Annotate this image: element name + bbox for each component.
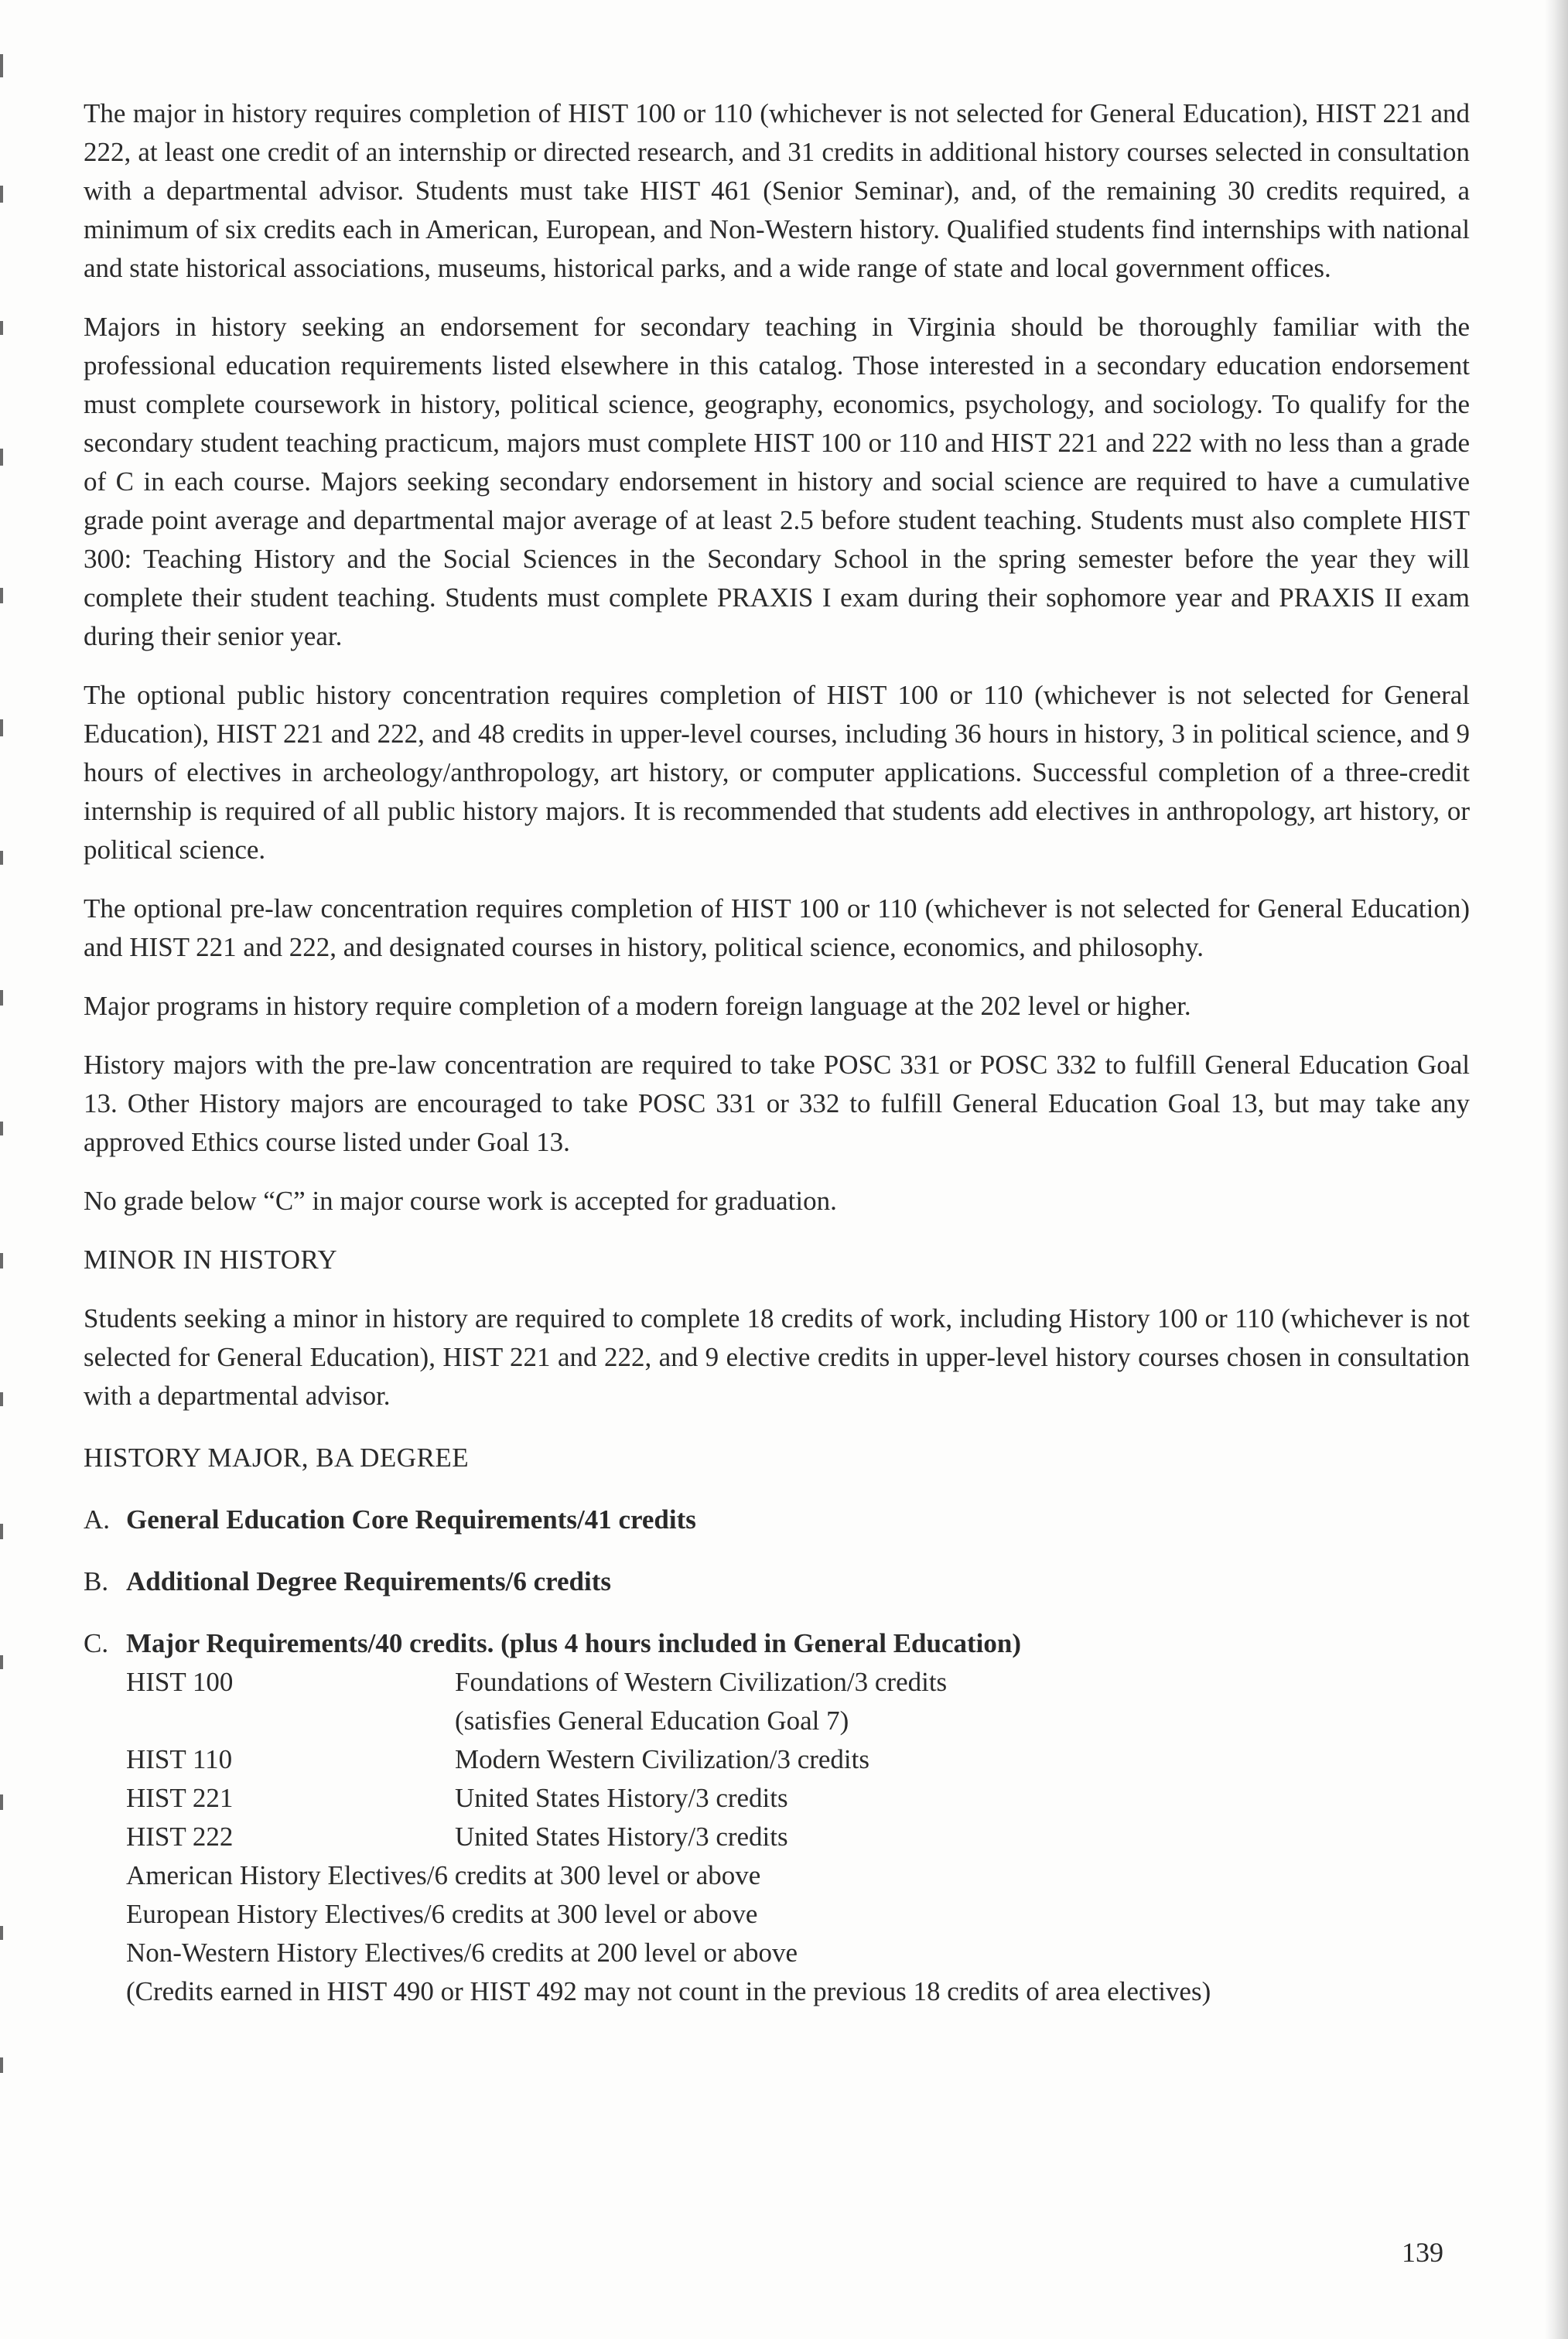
main-content xyxy=(84,94,1470,2011)
requirement-letter: B. xyxy=(84,1566,109,1596)
requirement-text: Additional Degree Requirements/6 credits xyxy=(126,1566,612,1596)
elective-line: American History Electives/6 credits at 300 level or above xyxy=(126,1860,761,1890)
course-title: United States History/3 credits xyxy=(455,1783,788,1813)
elective-line: European History Electives/6 credits at 300 level or above xyxy=(126,1899,758,1929)
requirement-text: General Education Core Requirements/41 credits xyxy=(126,1504,696,1535)
course-code: HIST 221 xyxy=(126,1783,234,1813)
margin-scan-marks xyxy=(0,0,6,2339)
requirement-text: Major Requirements/40 credits. (plus 4 hours included in General Education) xyxy=(126,1628,1021,1658)
paragraph-public-history: The optional public history concentration requires completion of HIST 100 or 110 (whichever is not selected for General Education), HIST 221 and 222, and 48 credits in upper-level courses, including 36 hours in history, 3 in political science, and 9 hours of electives in archeology/anthropology, art history, or computer applications. Successful completion of a three-credit internship is required of all public history majors. It is recommended that students add electives in anthropology, art history, or political science. xyxy=(84,680,1470,865)
course-title: Foundations of Western Civilization/3 credits xyxy=(455,1667,948,1697)
paragraph-grade-policy: No grade below “C” in major course work is accepted for graduation. xyxy=(84,1186,837,1216)
paragraph-secondary-endorsement: Majors in history seeking an endorsement for secondary teaching in Virginia should be thoroughly familiar with the professional education requirements listed elsewhere in this catalog. Those interested in a secondary education endorsement must complete coursework in history, political science, geography, economics, psychology, and sociology. To qualify for the secondary student teaching practicum, majors must complete HIST 100 or 110 and HIST 221 and 222 with no less than a grade of C in each course. Majors seeking secondary endorsement in history and social science are required to have a cumulative grade point average and departmental major average of at least 2.5 before student teaching. Students must also complete HIST 300: Teaching History and the Social Sciences in the Secondary School in the spring semester before the year they will complete their student teaching. Students must complete PRAXIS I exam during their sophomore year and PRAXIS II exam during their senior year. xyxy=(84,312,1470,651)
course-row xyxy=(126,1818,1470,1856)
requirement-letter: A. xyxy=(84,1504,111,1535)
elective-line: (Credits earned in HIST 490 or HIST 492 may not count in the previous 18 credits of area electives) xyxy=(126,1976,1211,2006)
course-code: HIST 222 xyxy=(126,1822,234,1852)
course-code: HIST 110 xyxy=(126,1744,233,1774)
requirement-a xyxy=(84,1501,1470,1539)
minor-heading: MINOR IN HISTORY xyxy=(84,1245,338,1275)
paragraph-foreign-language: Major programs in history require completion of a modern foreign language at the 202 level or higher. xyxy=(84,991,1191,1021)
course-code: HIST 100 xyxy=(126,1667,234,1697)
page-number: 139 xyxy=(1402,2237,1443,2268)
requirement-b xyxy=(84,1562,1470,1601)
course-title: United States History/3 credits xyxy=(455,1822,788,1852)
elective-line: Non-Western History Electives/6 credits at 200 level or above xyxy=(126,1938,798,1968)
paragraph-posc-requirement: History majors with the pre-law concentration are required to take POSC 331 or POSC 332 to fulfill General Education Goal 13. Other History majors are encouraged to take POSC 331 or 332 to fulfill General Education Goal 13, but may take any approved Ethics course listed under Goal 13. xyxy=(84,1050,1470,1157)
paragraph-major-requirements: The major in history requires completion of HIST 100 or 110 (whichever is not selected for General Education), HIST 221 and 222, at least one credit of an internship or directed research, and 31 credits in additional history courses selected in consultation with a departmental advisor. Students must take HIST 461 (Senior Seminar), and, of the remaining 30 credits required, a minimum of six credits each in American, European, and Non-Western history. Qualified students find internships with national and state historical associations, museums, historical parks, and a wide range of state and local government offices. xyxy=(84,98,1470,283)
course-row xyxy=(126,1740,1470,1779)
course-note: (satisfies General Education Goal 7) xyxy=(455,1706,849,1736)
degree-heading: HISTORY MAJOR, BA DEGREE xyxy=(84,1443,470,1473)
course-row xyxy=(126,1663,1470,1702)
paragraph-minor-requirements: Students seeking a minor in history are required to complete 18 credits of work, including History 100 or 110 (whichever is not selected for General Education), HIST 221 and 222, and 9 elective credits in upper-level history courses chosen in consultation with a departmental advisor. xyxy=(84,1303,1470,1411)
course-row xyxy=(126,1779,1470,1818)
paragraph-pre-law: The optional pre-law concentration requires completion of HIST 100 or 110 (whichever is not selected for General Education) and HIST 221 and 222, and designated courses in history, political science, economics, and philosophy. xyxy=(84,893,1470,962)
requirement-c xyxy=(84,1624,1470,1663)
spine-shadow xyxy=(1545,0,1568,2339)
requirement-letter: C. xyxy=(84,1628,109,1658)
course-list xyxy=(126,1663,1470,2011)
course-title: Modern Western Civilization/3 credits xyxy=(455,1744,870,1774)
